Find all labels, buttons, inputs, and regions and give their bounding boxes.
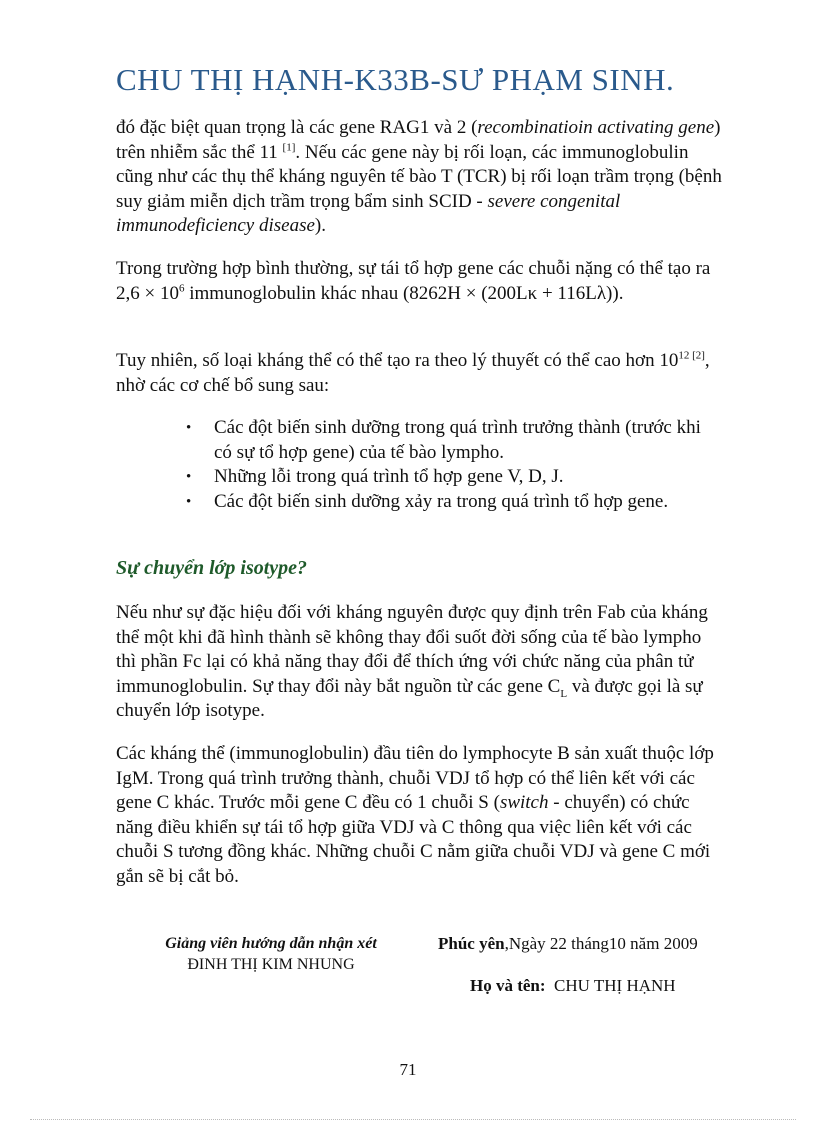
text-span: Nếu như sự đặc hiệu đối với kháng nguyên được quy định trên Fab của kháng thể một khi đã hình thành sẽ không thay đổi suốt đời sống của tế bào lympho thì phần Fc lại có khả năng thay đổi để thích ứng với chức năng của phân tử immunoglobulin. Sự thay đổi này bắt nguồn từ các gene C [116, 602, 708, 697]
name-label: Họ và tên: [470, 976, 546, 995]
text-span: , nhờ các cơ chế bổ sung sau: [116, 350, 710, 396]
list-item: • Các đột biến sinh dưỡng xảy ra trong quá trình tổ hợp gene. [186, 490, 706, 515]
text-span: và được gọi là sự chuyển lớp isotype. [116, 675, 703, 721]
text-span: Tuy nhiên, số loại kháng thể có thể tạo ra theo lý thuyết có thể cao hơn 10 [116, 350, 679, 371]
supervisor-block [136, 933, 406, 975]
page-number: 71 [399, 1060, 417, 1079]
exponent [678, 350, 705, 362]
italic-term: recombinatioin activating gene [477, 117, 715, 138]
paragraph-theoretical [116, 349, 722, 398]
page-header: CHU THỊ HẠNH-K33B-SƯ PHẠM SINH. [116, 62, 675, 97]
text-span: immunoglobulin khác nhau (8262H × (200Lκ + 116Lλ)). [184, 282, 624, 304]
text-span: - chuyển) có chức năng điều khiển sự tái tổ hợp giữa VDJ và C thông qua việc liên kết với các chuỗi S tương đồng khác. Những chuỗi C nằm giữa chuỗi VDJ và gene C mới gắn sẽ bị cắt bỏ. [116, 792, 711, 887]
footer-divider [30, 1119, 796, 1120]
text-span: ). [314, 215, 326, 236]
citation-ref: [2] [689, 349, 705, 362]
supervisor-title: Giảng viên hướng dẫn nhận xét [165, 935, 377, 952]
list-item: • Những lỗi trong quá trình tổ hợp gene V, D, J. [186, 465, 706, 490]
supervisor-name: ĐINH THỊ KIM NHUNG [187, 956, 355, 973]
text-span: ) trên nhiễm sắc thể 11 [116, 117, 721, 163]
exponent-value: 12 [678, 349, 690, 362]
student-name-line [470, 976, 676, 996]
paragraph-igm [116, 742, 722, 889]
date-line [438, 933, 698, 954]
section-heading: Sự chuyển lớp isotype? [116, 557, 308, 579]
paragraph-isotype-switch [116, 601, 722, 724]
text-span: Trong trường hợp bình thường, sự tái tổ hợp gene các chuỗi nặng có thể tạo ra 2,6 × 10 [116, 258, 711, 304]
text-span: Các kháng thể (immunoglobulin) đầu tiên do lymphocyte B sản xuất thuộc lớp IgM. Trong quá trình trưởng thành, chuỗi VDJ tổ hợp có thể liên kết với các gene C khác. Trước mỗi gene C đều có 1 chuỗi S ( [116, 743, 714, 813]
exponent: 6 [178, 282, 185, 295]
list-item: • Các đột biến sinh dưỡng trong quá trình trưởng thành (trước khi có sự tổ hợp gene) của tế bào lympho. [186, 416, 706, 465]
subscript: L [560, 687, 568, 700]
italic-term: switch [499, 792, 549, 813]
date-text: ,Ngày 22 tháng10 năm 2009 [504, 934, 698, 953]
place-name: Phúc yên [438, 934, 505, 953]
student-name: CHU THỊ HẠNH [554, 976, 676, 995]
paragraph-rag-genes [116, 116, 722, 239]
italic-term: severe congenital immunodeficiency disease [116, 190, 621, 236]
text-span: đó đặc biệt quan trọng là các gene RAG1 và 2 ( [116, 117, 478, 138]
citation-ref: [1] [282, 141, 296, 154]
mechanism-list [186, 416, 706, 514]
paragraph-recombination [116, 257, 722, 306]
text-span: . Nếu các gene này bị rối loạn, các immunoglobulin cũng như các thụ thể kháng nguyên tế bào T (TCR) bị rối loạn trầm trọng (bệnh suy giảm miễn dịch trầm trọng bẩm sinh SCID - [116, 141, 722, 212]
